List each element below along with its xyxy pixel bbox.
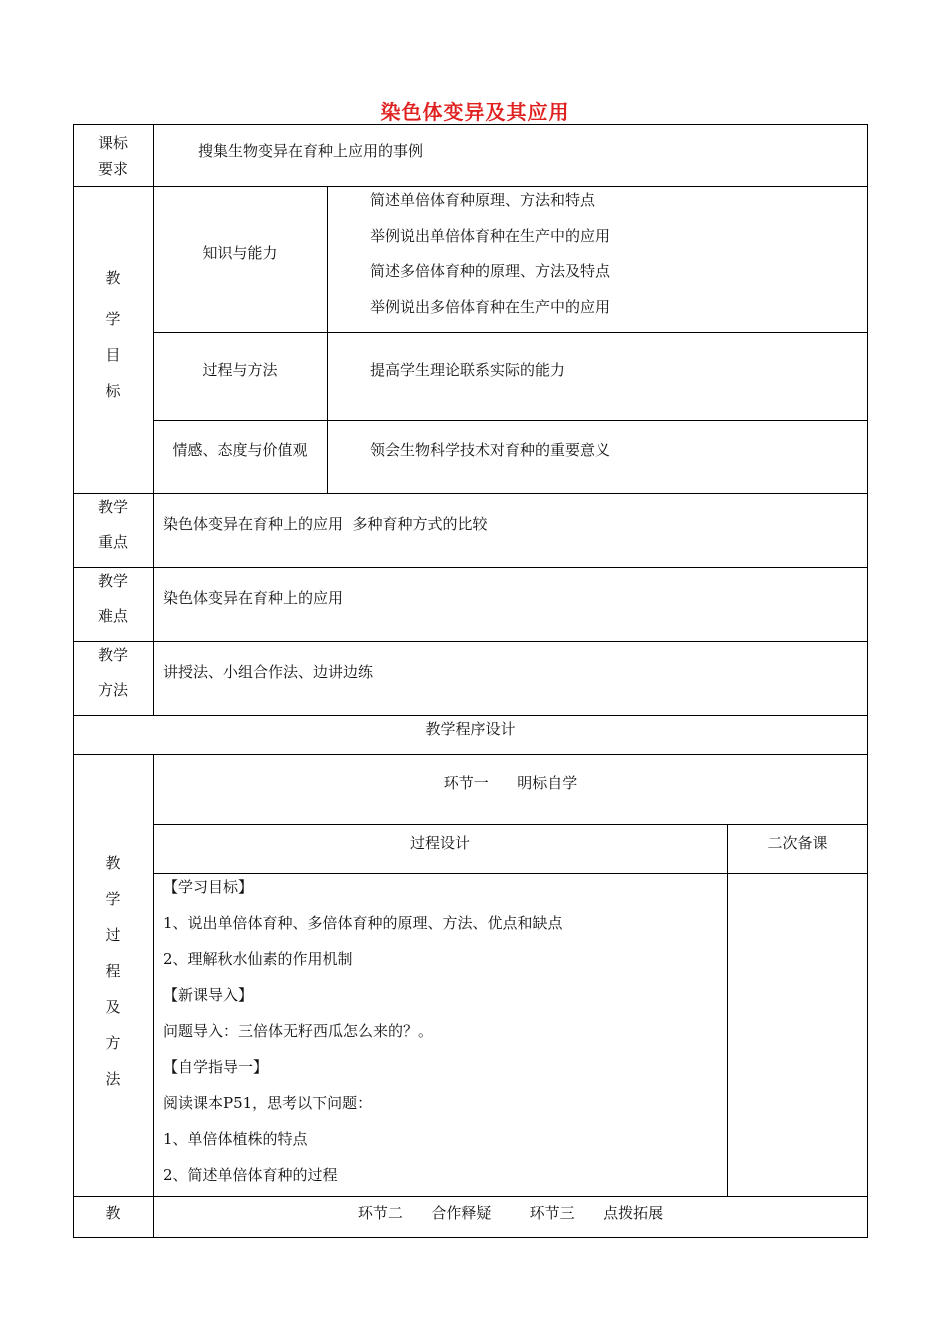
- last-row-label: 教: [105, 1204, 121, 1222]
- methods-label: 方法: [97, 681, 128, 699]
- column-divider: [153, 124, 154, 716]
- row-divider: [73, 641, 868, 642]
- process-label: 方: [105, 1034, 121, 1052]
- process-line: 1、单倍体植株的特点: [163, 1130, 308, 1148]
- curriculum-text: 搜集生物变异在育种上应用的事例: [198, 142, 424, 160]
- key-points-label: 重点: [97, 533, 128, 551]
- program-header: 教学程序设计: [425, 720, 516, 738]
- row-divider: [153, 332, 868, 333]
- row-divider: [73, 493, 868, 494]
- row-divider: [73, 567, 868, 568]
- second-prep-header: 二次备课: [767, 834, 828, 852]
- key-points-label: 教学: [97, 498, 128, 516]
- row-divider: [153, 420, 868, 421]
- methods-label: 教学: [97, 646, 128, 664]
- difficulties-label: 难点: [97, 607, 128, 625]
- process-line: 【学习目标】: [163, 878, 254, 896]
- objectives-label: 目: [105, 346, 121, 364]
- key-points-text: 染色体变异在育种上的应用 多种育种方式的比较: [163, 515, 488, 533]
- knowledge-item: 举例说出多倍体育种在生产中的应用: [370, 298, 611, 316]
- knowledge-label: 知识与能力: [202, 244, 278, 262]
- document-title: 染色体变异及其应用: [380, 100, 570, 124]
- row-divider: [73, 715, 868, 716]
- table-border-right: [867, 124, 868, 1238]
- process-label: 法: [105, 1070, 121, 1088]
- knowledge-item: 简述单倍体育种原理、方法和特点: [370, 191, 596, 209]
- table-border-top: [73, 124, 868, 125]
- difficulties-text: 染色体变异在育种上的应用: [163, 589, 344, 607]
- process-line: 【自学指导一】: [163, 1058, 269, 1076]
- process-line: 1、说出单倍体育种、多倍体育种的原理、方法、优点和缺点: [163, 914, 563, 932]
- row-divider: [73, 186, 868, 187]
- column-divider: [327, 186, 328, 494]
- row-divider: [73, 1196, 868, 1197]
- emotion-text: 领会生物科学技术对育种的重要意义: [370, 441, 611, 459]
- curriculum-label: 要求: [97, 160, 128, 178]
- methods-text: 讲授法、小组合作法、边讲边练: [163, 663, 374, 681]
- curriculum-label: 课标: [97, 134, 128, 152]
- objectives-label: 教: [105, 269, 121, 287]
- difficulties-label: 教学: [97, 572, 128, 590]
- process-line: 2、理解秋水仙素的作用机制: [163, 950, 353, 968]
- row-divider: [153, 873, 868, 874]
- column-divider: [727, 824, 728, 1197]
- row-divider: [73, 754, 868, 755]
- table-border-bottom: [73, 1237, 868, 1238]
- column-divider: [153, 754, 154, 1238]
- process-line: 【新课导入】: [163, 986, 254, 1004]
- process-method-text: 提高学生理论联系实际的能力: [370, 361, 566, 379]
- stage-one-heading: 环节一 明标自学: [443, 774, 578, 792]
- process-line: 2、简述单倍体育种的过程: [163, 1166, 338, 1184]
- knowledge-item: 举例说出单倍体育种在生产中的应用: [370, 227, 611, 245]
- process-label: 学: [105, 890, 121, 908]
- emotion-label: 情感、态度与价值观: [172, 441, 308, 459]
- process-design-header: 过程设计: [409, 834, 470, 852]
- stage-two-three-heading: 环节二 合作释疑 环节三 点拨拓展: [357, 1204, 664, 1222]
- row-divider: [153, 824, 868, 825]
- process-label: 教: [105, 854, 121, 872]
- process-label: 及: [105, 998, 121, 1016]
- objectives-label: 标: [105, 382, 121, 400]
- process-line: 阅读课本P51，思考以下问题：: [163, 1094, 373, 1112]
- process-method-label: 过程与方法: [202, 361, 278, 379]
- objectives-label: 学: [105, 310, 121, 328]
- process-label: 程: [105, 962, 121, 980]
- knowledge-item: 简述多倍体育种的原理、方法及特点: [370, 262, 611, 280]
- process-label: 过: [105, 926, 121, 944]
- process-line: 问题导入：三倍体无籽西瓜怎么来的？。: [163, 1022, 434, 1040]
